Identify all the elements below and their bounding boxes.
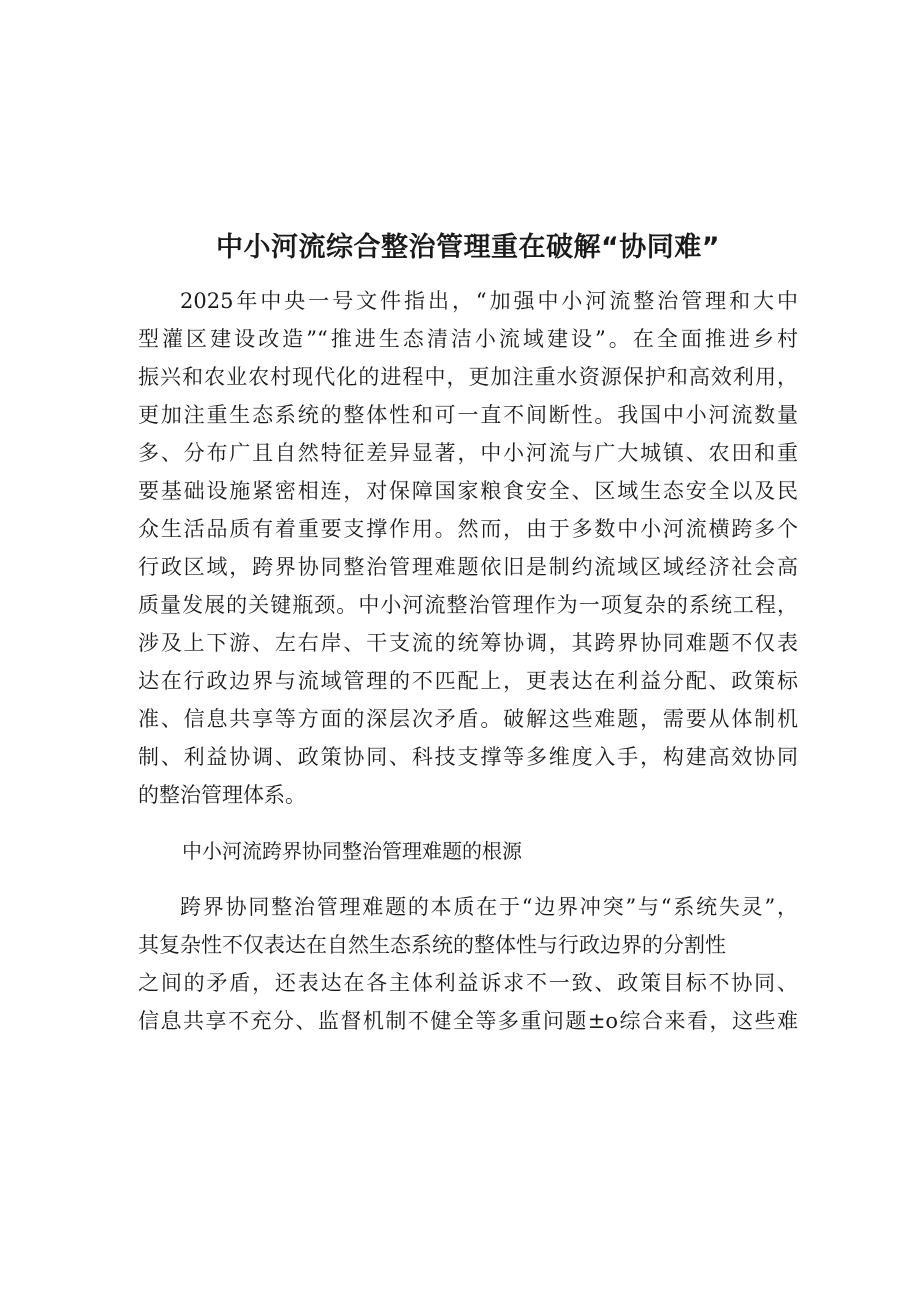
paragraph-1-line: 众生活品质有着重要支撑作用。然而，由于多数中小河流横跨多个 [138,517,798,541]
paragraph-1-line: 2025年中央一号文件指出，“加强中小河流整治管理和大中 [180,289,798,313]
paragraph-1-line: 更加注重生态系统的整体性和可一直不间断性。我国中小河流数量 [138,403,798,427]
paragraph-1-line: 的整治管理体系。 [138,783,306,807]
paragraph-1-line: 涉及上下游、左右岸、干支流的统筹协调，其跨界协同难题不仅表 [138,631,798,655]
paragraph-2-line: 其复杂性不仅表达在自然生态系统的整体性与行政边界的分割性 [138,933,726,957]
paragraph-1-line: 质量发展的关键瓶颈。中小河流整治管理作为一项复杂的系统工程， [138,593,798,617]
paragraph-1-line: 要基础设施紧密相连，对保障国家粮食安全、区域生态安全以及民 [138,479,798,503]
paragraph-1-line: 制、利益协调、政策协同、科技支撑等多维度入手，构建高效协同 [138,745,798,769]
section-heading: 中小河流跨界协同整治管理难题的根源 [182,839,522,863]
paragraph-1-line: 多、分布广且自然特征差异显著，中小河流与广大城镇、农田和重 [138,441,798,465]
paragraph-1-line: 达在行政边界与流域管理的不匹配上，更表达在利益分配、政策标 [138,669,798,693]
paragraph-2-line: 信息共享不充分、监督机制不健全等多重问题±o综合来看，这些难 [138,1009,798,1033]
paragraph-2-line: 跨界协同整治管理难题的本质在于“边界冲突”与“系统失灵”， [180,895,798,919]
document-title: 中小河流综合整治管理重在破解“协同难” [216,232,720,263]
paragraph-1-line: 准、信息共享等方面的深层次矛盾。破解这些难题，需要从体制机 [138,707,798,731]
paragraph-1-line: 行政区域，跨界协同整治管理难题依旧是制约流域区域经济社会高 [138,555,798,579]
paragraph-1-line: 型灌区建设改造”“推进生态清洁小流域建设”。在全面推进乡村 [138,327,798,351]
paragraph-1-line: 振兴和农业农村现代化的进程中，更加注重水资源保护和高效利用， [138,365,798,389]
paragraph-2-line: 之间的矛盾，还表达在各主体利益诉求不一致、政策目标不协同、 [138,971,798,995]
